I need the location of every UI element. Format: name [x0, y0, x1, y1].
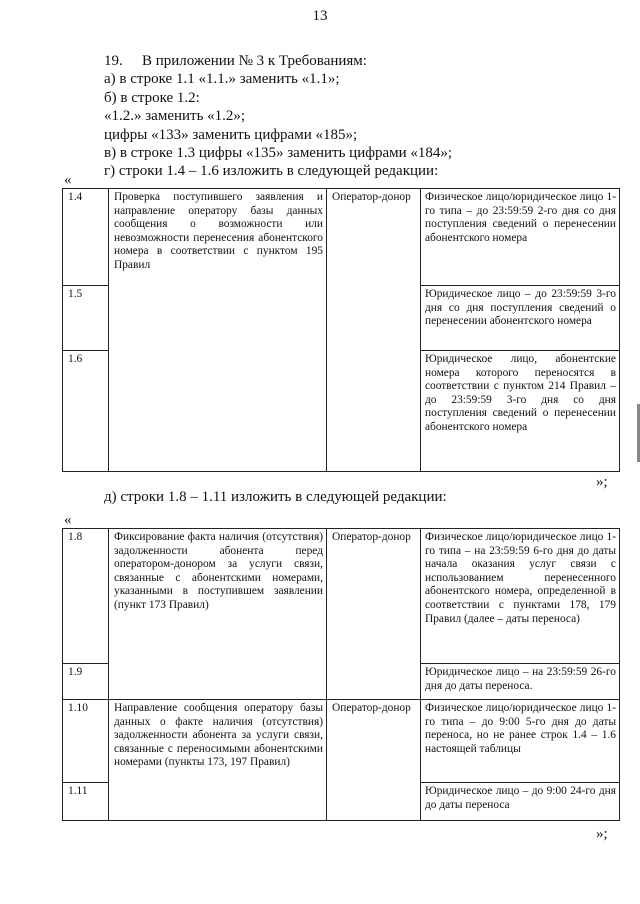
- page-number: 13: [312, 8, 328, 24]
- row-number: 1.10: [68, 702, 88, 714]
- table-row-group: [63, 699, 619, 820]
- intro-line-2: а) в строке 1.1 «1.1.» заменить «1.1»;: [104, 71, 340, 88]
- amendment-intro: [104, 52, 452, 181]
- party-cell: Оператор-донор: [327, 189, 421, 471]
- deadline-cell: Юридическое лицо – до 23:59:59 3-го дня со дня поступления сведений о перенесении абонентского номера: [421, 285, 619, 350]
- row-number: 1.4: [68, 191, 83, 203]
- table-row: [63, 189, 619, 471]
- party-cell: Оператор-донор: [327, 529, 421, 699]
- open-quote-2: «: [64, 512, 72, 528]
- deadline-cell: Юридическое лицо – на 23:59:59 26-го дня до даты переноса.: [421, 663, 619, 699]
- table-row-group: [63, 529, 619, 699]
- intro-line-7: г) строки 1.4 – 1.6 изложить в следующей редакции:: [104, 163, 439, 180]
- action-cell: Фиксирование факта наличия (отсутствия) задолженности абонента перед оператором-донором за услуги связи, связанные с абонентскими номерами, указанными в поступившем заявлении (пункт 173 Правил): [109, 529, 327, 699]
- action-cell: Направление сообщения оператору базы данных о факте наличия (отсутствия) задолженности абонента за услуги связи, связанные с переносимыми абонентскими номерами (пункты 173, 197 Правил): [109, 700, 327, 820]
- item-number: 19.: [104, 53, 123, 69]
- section-heading-d: д) строки 1.8 – 1.11 изложить в следующей редакции:: [104, 489, 447, 505]
- deadline-cell: Юридическое лицо, абонентские номера которого переносятся в соответствии с пунктом 214 Правил – до 23:59:59 3-го дня со дня поступления сведений о перенесении абонентского номера: [421, 350, 619, 471]
- action-cell: Проверка поступившего заявления и направление оператору базы данных сообщения о возможности или невозможности перенесения абонентского номера в соответствии с пунктом 195 Правил: [109, 189, 327, 471]
- close-quote-1: »;: [596, 474, 608, 490]
- party-cell: Оператор-донор: [327, 700, 421, 820]
- row-number: 1.6: [63, 350, 108, 471]
- table-rows-1-4-to-1-6: [62, 188, 620, 472]
- item-title: В приложении № 3 к Требованиям:: [142, 53, 367, 69]
- open-quote-1: «: [64, 172, 72, 188]
- intro-line-6: в) в строке 1.3 цифры «135» заменить цифрами «184»;: [104, 145, 453, 162]
- close-quote-2: »;: [596, 826, 608, 842]
- intro-line-5: цифры «133» заменить цифрами «185»;: [104, 126, 358, 143]
- deadline-cell: Физическое лицо/юридическое лицо 1-го типа – до 23:59:59 2-го дня со дня поступления сведений о перенесении абонентского номера: [425, 191, 616, 244]
- table-rows-1-8-to-1-11: [62, 528, 620, 821]
- row-number: 1.11: [63, 782, 108, 820]
- deadline-cell: Юридическое лицо – до 9:00 24-го дня до даты переноса: [421, 782, 619, 820]
- intro-line-1: [104, 52, 452, 70]
- row-number: 1.9: [63, 663, 108, 699]
- row-number: 1.8: [68, 531, 83, 543]
- deadline-cell: Физическое лицо/юридическое лицо 1-го типа – до 9:00 5-го дня до даты переноса, но не ранее строк 1.4 – 1.6 настоящей таблицы: [425, 702, 616, 755]
- row-number: 1.5: [63, 285, 108, 350]
- intro-line-4: «1.2.» заменить «1.2»;: [104, 108, 246, 125]
- deadline-cell: Физическое лицо/юридическое лицо 1-го типа – на 23:59:59 6-го дня до даты начала оказания услуг связи с использованием перенесенного абонентского номера, определенной в соответствии с пунктами 178, 179 Правил (далее – даты переноса): [425, 531, 616, 625]
- intro-line-3: б) в строке 1.2:: [104, 89, 200, 106]
